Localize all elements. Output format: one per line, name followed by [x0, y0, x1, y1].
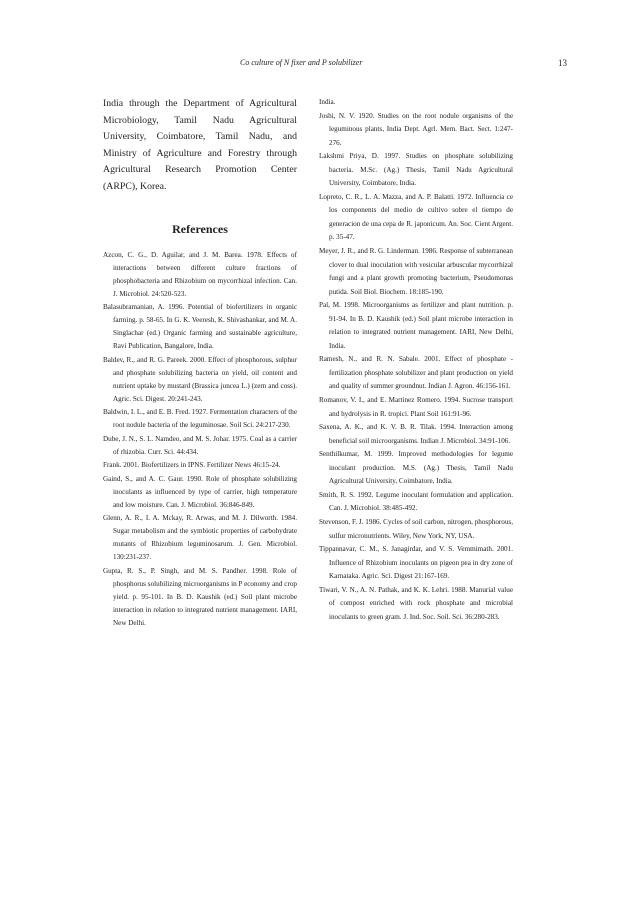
reference-entry: Smith, R. S. 1992. Legume inoculant formulation and application. Can. J. Microbiol. 38:485-492. [319, 490, 513, 513]
references-list-right [319, 96, 513, 624]
reference-entry: India. [319, 98, 336, 106]
reference-entry: Pal, M. 1998. Microorganisms as fertilizer and plant nutrition. p. 91-94. In B. D. Kaushik (ed.) Soil plant microbe interaction in relation to integrated nutrient management. IARI, New Delhi, India. [319, 301, 513, 350]
running-title: Co culture of N fixer and P solubilizer [240, 58, 363, 67]
reference-entry: Baldwin, I. L., and E. B. Fred. 1927. Fermentation characters of the root nodule bacteria of the leguminosae. Soil Sci. 24:217-230. [103, 408, 297, 430]
running-header [0, 56, 630, 70]
reference-entry: Stevenson, F. J. 1986. Cycles of soil carbon, nitrogen, phosphorous, sulfur micronutrients. Wiley, New York, NY, USA. [319, 517, 513, 540]
reference-entry: Tippannavar, C. M., S. Janagirdar, and V. S. Vemmimath. 2001. Influence of Rhizobium inoculants on pigeon pea in dry zone of Karnataka. Agric. Sci. Digest 21:167-169. [319, 545, 513, 581]
reference-entry: Saxena, A. K., and K. V. B. R. Tilak. 1994. Interaction among beneficial soil microorganisms. Indian J. Microbiol. 34:91-106. [319, 423, 513, 445]
reference-entry: Tiwari, V. N., A. N. Pathak, and K. K. Lehri. 1988. Manurial value of compost enriched with rock phosphate and microbial inoculants to green gram. J. Ind. Soc. Soil. Sci. 36:280-283. [319, 585, 513, 621]
reference-entry: Senthilkumar, M. 1999. Improved methodologies for legume inoculant production. M.S. (Ag.) Thesis, Tamil Nadu Agricultural University, Coimbatore, India. [319, 450, 513, 486]
right-column [319, 96, 513, 624]
left-column [103, 96, 297, 630]
references-heading: References [172, 221, 228, 236]
reference-entry: Lopreto, C. R., L. A. Mazza, and A. P. Balatti. 1972. Influencia ce los components del medio de cultivo sobre el tiempo de generacion de una cepa de R. japonicum. An. Soc. Cient Argent. p. 35-47. [319, 192, 513, 242]
reference-entry: Balasubramanian, A. 1996. Potential of biofertilizers in organic farming. p. 58-65. In G. K. Veeresh, K. Shivashankar, and M. A. Singlachar (ed.) Organic farming and sustainable agriculture, Ravi Publication, Bangalore, India. [103, 303, 297, 351]
acknowledgement-text: India through the Department of Agricultural Microbiology, Tamil Nadu Agricultural University, Coimbatore, Tamil Nadu, and Ministry of Agriculture and Forestry through Agricultural Research Promotion Center (ARPC), Korea. [103, 98, 297, 192]
page-number: 13 [558, 58, 567, 68]
reference-entry: Azcon, C. G., D. Aguilar, and J. M. Barea. 1978. Effects of interactions between different culture fractions of phosphobacteria and Rhizobium on mycorrhizal infection. Can. J. Microbiol. 24:520-523. [103, 250, 297, 298]
reference-entry: Baldev, R., and R. G. Pareek. 2000. Effect of phosphorous, sulphur and phosphate solubilizing bacteria on yield, oil content and nutrient uptake by mustard (Brassica juncea L.) (zern and coss). Agric. Sci. Digest. 20:241-243. [103, 355, 297, 403]
reference-entry: Joshi, N. V. 1920. Studies on the root nodule organisms of the leguminous plants, India Dept. Agrl. Mem. Bact. Sect. 1:247-276. [319, 111, 513, 147]
reference-entry: Lakshmi Priya, D. 1997. Studies on phosphate solubilizing bacteria. M.Sc. (Ag.) Thesis, Tamil Nadu Agricultural University, Coimbatore, India. [319, 152, 513, 188]
reference-entry: Ramesh, N., and R. N. Sabale. 2001. Effect of phosphate - fertilization phosphate solubilizer and plant production on yield and quality of summer groundnut. Indian J. Agron. 46:156-161. [319, 355, 513, 391]
reference-entry: Frank. 2001. Biofertilizers in IPNS. Fertilizer News 46:15-24. [103, 461, 281, 470]
reference-entry: Gupta, R. S., P. Singh, and M. S. Pandher. 1998. Role of phosphorus solubilizing microorganisms in P economy and crop yield. p. 95-101. In B. D. Kaushik (ed.) Soil plant microbe interaction in relation to integrated nutrient management. IARI, New Delhi. [103, 566, 297, 627]
references-list-left [103, 249, 297, 630]
reference-entry: Glenn, A. R., I. A. Mckay, R. Arwas, and M. J. Dilworth. 1984. Sugar metabolism and the symbiotic properties of carbohydrate mutants of Rhizobium leguminosarum. J. Gen. Microbiol. 130:231-237. [103, 514, 297, 562]
reference-entry: Meyer, J. R., and R. G. Linderman. 1986. Response of subterranean clover to dual inoculation with vesicular arbuscular mycorrhizal fungi and a plant growth promoting bacterium, Pseudomonas putida. Soil Biol. Biochem. 18:185-190. [319, 247, 513, 296]
reference-entry: Romanov, V. I., and E. Martinez Romero. 1994. Sucrose transport and hydrolysis in R. tropici. Plant Soil 161:91-96. [319, 396, 513, 418]
reference-entry: Dube, J. N., S. L. Namdeo, and M. S. Johar. 1975. Coal as a carrier of rhizobia. Curr. Sci. 44:434. [103, 434, 297, 456]
reference-entry: Gaind, S., and A. C. Gaur. 1990. Role of phosphate solubilizing inoculants as influenced by type of carrier, high temperature and low moisture. Can. J. Microbiol. 36:846-849. [103, 474, 297, 509]
